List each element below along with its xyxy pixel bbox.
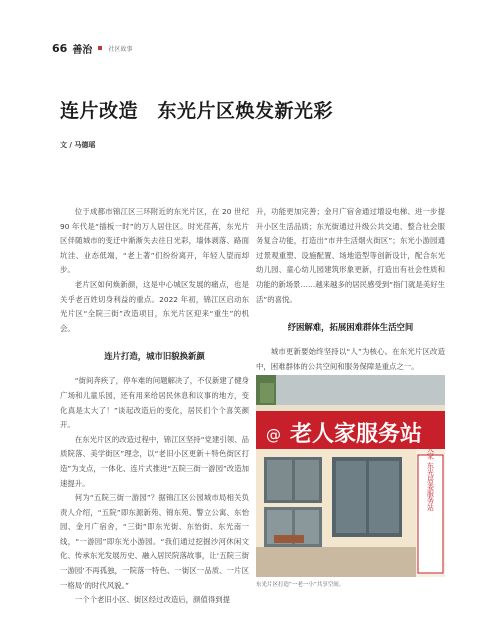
divider-square <box>98 46 102 50</box>
paragraph: 升，功能更加完善；金月广宿舍通过增设电梯、进一步提升小区生活品质；东光街通过升级公共交通、整合社会服务复合功能，打造出“市井生活烟火街区”；东光小游园通过景观重塑、设施配置、场地造型等创新设计，配合东光幼儿园、童心幼儿园建筑形象更新，打造出有社会性质和功能的新场景……越来越多的居民感受到“指门就是美好生活”的喜悦。 <box>256 207 445 304</box>
article-author: 文 / 马德瑶 <box>60 141 96 149</box>
sign-text: 老人家服务站 <box>290 422 423 447</box>
photo-caption: 东光片区打造“一老一小”共享空间。 <box>256 582 345 588</box>
subheading: 连片打造，城市旧貌换新颜 <box>104 351 205 362</box>
sign-mark: @ <box>266 426 281 444</box>
side-sign-text: 街邻人家 东光居委服务站 <box>426 431 435 511</box>
article-title: 连片改造 东光片区焕发新光彩 <box>60 100 334 122</box>
paragraph: “街间奔疾了，停车难的问题解决了，不仅新建了健身广场和儿童乐园，还有用来给居民休息和议事的地方，变化真是太大了！”谈起改造后的变化，居民们个个喜笑颜开。 <box>60 376 249 430</box>
paragraph: 老片区如何焕新颜，这是中心城区发展的痛点，也是关乎老百姓切身利益的重点。2022 年初，锦江区启动东光片区“全院三街”改造项目，东光片区迎来“重生”的机会。 <box>60 279 249 333</box>
photo-illustration <box>256 375 445 577</box>
article-photo <box>256 375 445 577</box>
column-name: 社区故事 <box>108 45 133 53</box>
paragraph: 一个个老旧小区、街区经过改造后，颜值得到提 <box>74 595 231 605</box>
subheading: 纾困解难，拓展困难群体生活空间 <box>287 322 414 333</box>
text-column-left <box>60 205 249 608</box>
paragraph: 城市更新要始终坚持以“人”为核心。在东光片区改造中，困难群体的公共空间和服务保障是重点之一。 <box>256 347 445 371</box>
text-column-right <box>256 205 445 389</box>
paragraph: 何为“五院三街一游园”？据锦江区公园城市局相关负责人介绍，“五院”即东源新苑、锦东苑、警立公寓、东怡园、金月广宿舍，“三街”即东光街、东怡街、东光南一线，“一游园”即东光小游园。“我们通过挖掘沙河休闲文化、传承东光发展历史、融入居民院落故事，让‘五院三街一游园’不再孤独，一院落一特色、一街区一品质、一片区一格局’的时代风貌。” <box>60 493 249 590</box>
page-number: 66 <box>52 41 68 55</box>
page-header <box>52 40 132 56</box>
section-title: 善治 <box>72 44 93 56</box>
paragraph: 位于成都市锦江区三环附近的东光片区，在 20 世纪 90 年代是“插板一时”的万人居住区。时光荏苒，东光片区伴随城市的变迁中渐渐失去往日光彩，墙体剥落、路面坑洼、业态低端，“老上著”们纷纷离开，年轻人望而却步。 <box>60 207 249 275</box>
paragraph: 在东光片区的改造过程中，锦江区坚持“党建引领、品质院落、美学街区”理念，以“老旧小区更新＋特色街区打造”为支点，一体化、连片式推进“五院三街一游园”改造加速提升。 <box>60 434 249 488</box>
